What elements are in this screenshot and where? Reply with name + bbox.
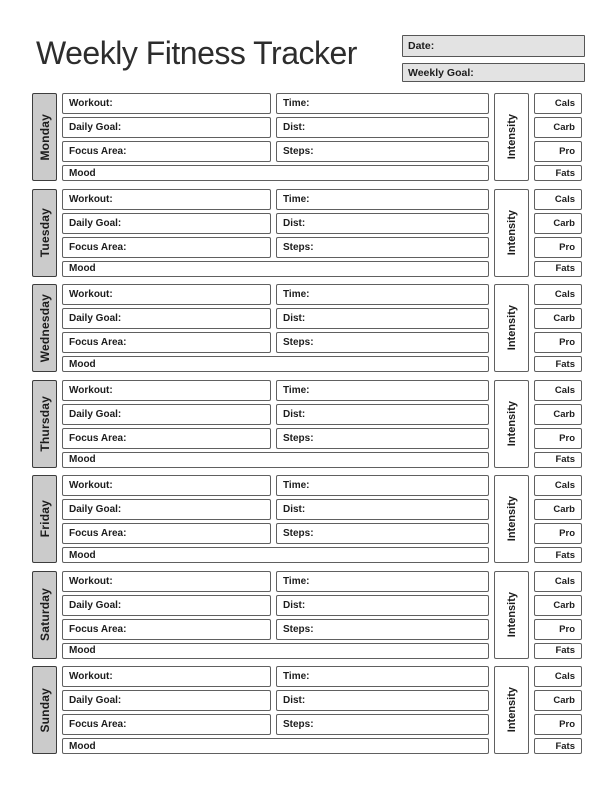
intensity-label: Intensity: [505, 114, 518, 160]
workout-field: [62, 189, 271, 210]
cals-field: [534, 666, 582, 687]
carb-field: [534, 595, 582, 616]
day-label: Sunday: [37, 687, 52, 733]
weekly-goal-field: [402, 63, 585, 82]
mood-field: [62, 261, 489, 277]
steps-field: [276, 332, 489, 353]
workout-label: Workout:: [69, 193, 113, 205]
carb-field: [534, 690, 582, 711]
intensity-column: [494, 666, 529, 754]
workout-field: [62, 571, 271, 592]
pro-label: Pro: [559, 432, 575, 444]
carb-label: Carb: [553, 504, 575, 515]
carb-label: Carb: [553, 313, 575, 324]
day-tab: [32, 475, 57, 563]
cals-field: [534, 571, 582, 592]
carb-field: [534, 308, 582, 329]
day-tab: [32, 93, 57, 181]
daily-goal-field: [62, 595, 271, 616]
steps-label: Steps:: [283, 528, 314, 539]
mood-field: [62, 738, 489, 754]
workout-label: Workout:: [69, 575, 113, 587]
cals-field: [534, 189, 582, 210]
pro-field: [534, 523, 582, 544]
carb-label: Carb: [553, 122, 575, 133]
cals-field: [534, 475, 582, 496]
intensity-column: [494, 189, 529, 277]
day-label: Wednesday: [37, 293, 52, 363]
focus-area-label: Focus Area:: [69, 146, 127, 157]
steps-label: Steps:: [283, 432, 314, 444]
focus-area-field: [62, 714, 271, 735]
daily-goal-label: Daily Goal:: [69, 599, 122, 611]
pro-field: [534, 619, 582, 640]
focus-area-label: Focus Area:: [69, 337, 127, 348]
time-label: Time:: [283, 575, 310, 587]
mood-label: Mood: [69, 549, 96, 561]
intensity-column: [494, 475, 529, 563]
workout-label: Workout:: [69, 671, 113, 682]
time-field: [276, 475, 489, 496]
daily-goal-field: [62, 404, 271, 425]
pro-field: [534, 237, 582, 258]
daily-goal-field: [62, 499, 271, 520]
steps-field: [276, 141, 489, 162]
day-block-monday: [32, 93, 582, 181]
day-block-sunday: [32, 666, 582, 754]
focus-area-field: [62, 332, 271, 353]
pro-label: Pro: [559, 337, 575, 348]
steps-field: [276, 237, 489, 258]
focus-area-label: Focus Area:: [69, 623, 127, 635]
time-field: [276, 93, 489, 114]
carb-field: [534, 117, 582, 138]
intensity-label: Intensity: [505, 591, 518, 638]
daily-goal-label: Daily Goal:: [69, 504, 122, 515]
time-field: [276, 284, 489, 305]
date-field: [402, 35, 585, 57]
time-field: [276, 666, 489, 687]
fats-field: [534, 356, 582, 372]
intensity-label: Intensity: [505, 209, 518, 256]
cals-label: Cals: [554, 289, 575, 300]
fats-field: [534, 547, 582, 563]
pro-label: Pro: [559, 241, 575, 253]
mood-label: Mood: [69, 263, 96, 274]
time-label: Time:: [283, 289, 310, 300]
mood-label: Mood: [69, 167, 96, 179]
focus-area-label: Focus Area:: [69, 528, 127, 539]
cals-field: [534, 380, 582, 401]
steps-field: [276, 523, 489, 544]
focus-area-field: [62, 523, 271, 544]
focus-area-field: [62, 428, 271, 449]
workout-field: [62, 93, 271, 114]
mood-field: [62, 643, 489, 659]
fats-field: [534, 261, 582, 277]
day-label: Friday: [37, 500, 52, 538]
workout-label: Workout:: [69, 289, 113, 300]
fats-field: [534, 643, 582, 659]
steps-label: Steps:: [283, 241, 314, 253]
dist-label: Dist:: [283, 599, 306, 611]
daily-goal-field: [62, 213, 271, 234]
intensity-column: [494, 380, 529, 468]
time-field: [276, 380, 489, 401]
dist-field: [276, 404, 489, 425]
daily-goal-label: Daily Goal:: [69, 122, 122, 133]
steps-field: [276, 714, 489, 735]
day-label: Saturday: [37, 588, 52, 641]
fats-field: [534, 165, 582, 181]
day-block-saturday: [32, 571, 582, 659]
intensity-label: Intensity: [505, 496, 518, 542]
fats-label: Fats: [555, 167, 575, 179]
intensity-column: [494, 93, 529, 181]
daily-goal-field: [62, 690, 271, 711]
carb-label: Carb: [553, 695, 575, 706]
fats-label: Fats: [555, 358, 575, 370]
daily-goal-label: Daily Goal:: [69, 695, 122, 706]
intensity-label: Intensity: [505, 400, 518, 447]
pro-field: [534, 141, 582, 162]
day-blocks: [32, 93, 582, 762]
day-block-wednesday: [32, 284, 582, 372]
pro-label: Pro: [559, 719, 575, 730]
day-tab: [32, 189, 57, 277]
workout-field: [62, 475, 271, 496]
pro-field: [534, 428, 582, 449]
focus-area-field: [62, 237, 271, 258]
steps-label: Steps:: [283, 337, 314, 348]
steps-label: Steps:: [283, 623, 314, 635]
day-block-tuesday: [32, 189, 582, 277]
fats-label: Fats: [555, 549, 575, 561]
dist-label: Dist:: [283, 122, 306, 133]
focus-area-label: Focus Area:: [69, 432, 127, 444]
carb-label: Carb: [553, 408, 575, 420]
time-label: Time:: [283, 671, 310, 682]
fats-label: Fats: [555, 454, 575, 465]
header-fields: [402, 35, 585, 82]
pro-label: Pro: [559, 528, 575, 539]
fats-label: Fats: [555, 263, 575, 274]
cals-label: Cals: [554, 384, 575, 396]
cals-label: Cals: [554, 671, 575, 682]
cals-label: Cals: [554, 193, 575, 205]
carb-field: [534, 404, 582, 425]
day-label: Monday: [37, 113, 52, 161]
page-title: Weekly Fitness Tracker: [36, 35, 357, 71]
day-tab: [32, 666, 57, 754]
focus-area-field: [62, 141, 271, 162]
fats-label: Fats: [555, 740, 575, 752]
mood-label: Mood: [69, 358, 96, 370]
day-tab: [32, 284, 57, 372]
mood-field: [62, 547, 489, 563]
workout-label: Workout:: [69, 384, 113, 396]
daily-goal-label: Daily Goal:: [69, 217, 122, 229]
day-tab: [32, 571, 57, 659]
pro-label: Pro: [559, 623, 575, 635]
intensity-label: Intensity: [505, 687, 518, 733]
workout-field: [62, 284, 271, 305]
cals-label: Cals: [554, 480, 575, 491]
fats-field: [534, 738, 582, 754]
cals-label: Cals: [554, 575, 575, 587]
weekly-goal-label: Weekly Goal:: [408, 66, 474, 79]
dist-field: [276, 499, 489, 520]
cals-label: Cals: [554, 98, 575, 109]
mood-field: [62, 165, 489, 181]
date-label: Date:: [408, 40, 435, 52]
day-label: Tuesday: [37, 207, 52, 258]
intensity-label: Intensity: [505, 305, 518, 351]
cals-field: [534, 284, 582, 305]
time-label: Time:: [283, 480, 310, 491]
dist-label: Dist:: [283, 695, 306, 706]
steps-field: [276, 619, 489, 640]
dist-field: [276, 595, 489, 616]
cals-field: [534, 93, 582, 114]
pro-label: Pro: [559, 146, 575, 157]
intensity-column: [494, 284, 529, 372]
carb-field: [534, 213, 582, 234]
time-label: Time:: [283, 193, 310, 205]
dist-label: Dist:: [283, 217, 306, 229]
workout-label: Workout:: [69, 480, 113, 491]
mood-field: [62, 356, 489, 372]
daily-goal-label: Daily Goal:: [69, 408, 122, 420]
time-field: [276, 571, 489, 592]
day-block-thursday: [32, 380, 582, 468]
intensity-column: [494, 571, 529, 659]
carb-label: Carb: [553, 599, 575, 611]
day-label: Thursday: [37, 395, 52, 452]
dist-field: [276, 690, 489, 711]
fats-field: [534, 452, 582, 468]
focus-area-label: Focus Area:: [69, 241, 127, 253]
dist-field: [276, 213, 489, 234]
mood-field: [62, 452, 489, 468]
workout-field: [62, 380, 271, 401]
time-label: Time:: [283, 98, 310, 109]
dist-label: Dist:: [283, 504, 306, 515]
daily-goal-label: Daily Goal:: [69, 313, 122, 324]
workout-label: Workout:: [69, 98, 113, 109]
day-block-friday: [32, 475, 582, 563]
mood-label: Mood: [69, 740, 96, 752]
mood-label: Mood: [69, 454, 96, 465]
pro-field: [534, 714, 582, 735]
workout-field: [62, 666, 271, 687]
daily-goal-field: [62, 308, 271, 329]
steps-field: [276, 428, 489, 449]
fats-label: Fats: [555, 645, 575, 656]
dist-label: Dist:: [283, 408, 306, 420]
carb-label: Carb: [553, 217, 575, 229]
steps-label: Steps:: [283, 719, 314, 730]
daily-goal-field: [62, 117, 271, 138]
carb-field: [534, 499, 582, 520]
time-field: [276, 189, 489, 210]
focus-area-label: Focus Area:: [69, 719, 127, 730]
pro-field: [534, 332, 582, 353]
mood-label: Mood: [69, 645, 96, 656]
day-tab: [32, 380, 57, 468]
dist-field: [276, 117, 489, 138]
focus-area-field: [62, 619, 271, 640]
time-label: Time:: [283, 384, 310, 396]
dist-field: [276, 308, 489, 329]
dist-label: Dist:: [283, 313, 306, 324]
steps-label: Steps:: [283, 146, 314, 157]
